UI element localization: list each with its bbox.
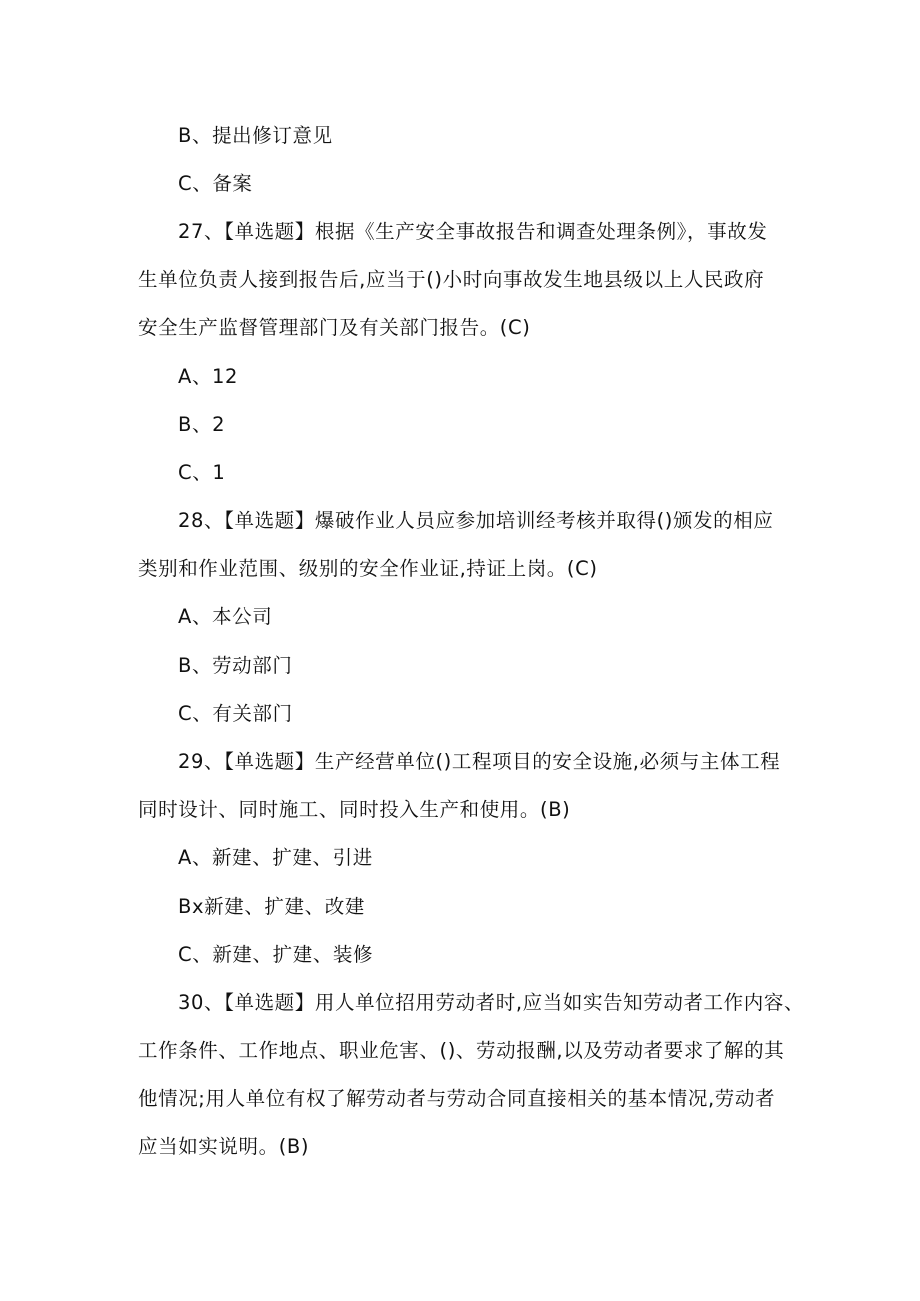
question-30-line-2: 工作条件、工作地点、职业危害、()、劳动报酬,以及劳动者要求了解的其 — [138, 1039, 785, 1062]
option-b-q27: B、2 — [178, 413, 226, 436]
option-b-q26: B、提出修订意见 — [178, 124, 333, 147]
question-30-line-4: 应当如实说明。(B) — [138, 1135, 310, 1158]
option-c-q29: C、新建、扩建、装修 — [178, 943, 374, 966]
question-27-line-2: 生单位负责人接到报告后,应当于()小时向事故发生地县级以上人民政府 — [138, 268, 765, 291]
question-30-line-3: 他情况;用人单位有权了解劳动者与劳动合同直接相关的基本情况,劳动者 — [138, 1087, 776, 1110]
option-b-q28: B、劳动部门 — [178, 654, 293, 677]
question-29-line-2: 同时设计、同时施工、同时投入生产和使用。(B) — [138, 798, 571, 821]
question-28-line-2: 类别和作业范围、级别的安全作业证,持证上岗。(C) — [138, 557, 598, 580]
question-27-line-1: 27、【单选题】根据《生产安全事故报告和调查处理条例》，事故发 — [178, 220, 768, 243]
question-27-line-3: 安全生产监督管理部门及有关部门报告。(C) — [138, 316, 531, 339]
option-c-q27: C、1 — [178, 461, 226, 484]
question-29-line-1: 29、【单选题】生产经营单位()工程项目的安全设施,必须与主体工程 — [178, 750, 781, 773]
question-28-line-1: 28、【单选题】爆破作业人员应参加培训经考核并取得()颁发的相应 — [178, 509, 774, 532]
question-30-line-1: 30、【单选题】用人单位招用劳动者时,应当如实告知劳动者工作内容、 — [178, 991, 805, 1014]
option-c-q26: C、备案 — [178, 172, 253, 195]
option-a-q29: A、新建、扩建、引进 — [178, 846, 373, 869]
option-c-q28: C、有关部门 — [178, 702, 293, 725]
option-b-q29: Bx新建、扩建、改建 — [178, 895, 365, 918]
option-a-q27: A、12 — [178, 365, 239, 388]
option-a-q28: A、本公司 — [178, 605, 273, 628]
